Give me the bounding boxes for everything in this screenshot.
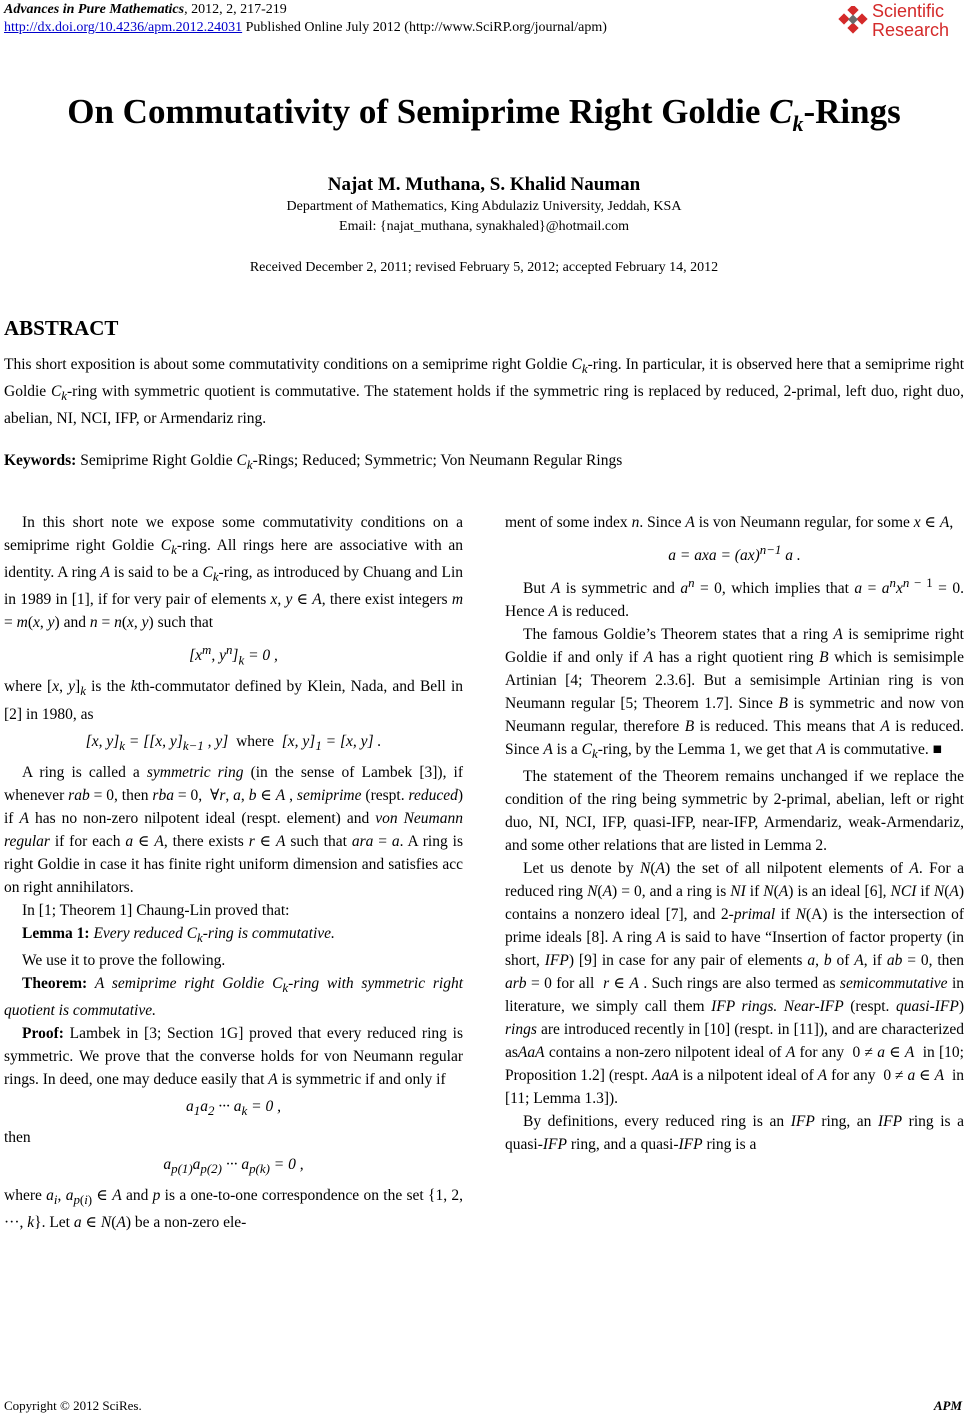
published-online: Published Online July 2012 (http://www.SciRP.org/journal/apm) <box>242 20 607 35</box>
paragraph: ment of some index n. Since A is von Neumann regular, for some x ∈ A, <box>505 514 954 531</box>
affiliation: Department of Mathematics, King Abdulaziz University, Jeddah, KSA <box>286 199 682 214</box>
scirp-logo-icon <box>838 6 868 36</box>
paragraph: The statement of the Theorem remains unchanged if we replace the condition of the ring being symmetric by 2-primal, abelian, left or right duo, NI, NCI, IFP, quasi-IFP, near-IFP, Armendariz, weak-Armendariz, and some other relations that are listed in Lemma 2. <box>505 768 964 855</box>
paragraph: We use it to prove the following. <box>22 951 226 969</box>
received-dates: Received December 2, 2011; revised February 5, 2012; accepted February 14, 2012 <box>249 260 719 275</box>
paragraph: Let us denote by N(A) the set of all nilpotent elements of A. For a reduced ring N(A) = 0, and a ring is NI if N(A) is an ideal [6], NCI if N(A) contains a nonzero ideal [7], and 2-primal if N(A) is the intersection of prime ideals [8]. A ring A is said to have “Insertion of factor property (in short, IFP) [9] in case for any pair of elements a, b of A, if ab = 0, then arb = 0 for all r ∈ A . Such rings are also termed as semicommutative in literature, we simply call them IFP rings. Near-IFP (respt. quasi-IFP) rings are introduced recently in [10] (respt. in [11]), and are characterized asAaA contains a non-zero nilpotent ideal of A for any 0 ≠ a ∈ A in [10; Proposition 1.2] (respt. AaA is a nilpotent ideal of A for any 0 ≠ a ∈ A in [11; Lemma 1.3]). <box>505 860 965 1108</box>
doi-link[interactable]: http://dx.doi.org/10.4236/apm.2012.24031 <box>4 20 243 35</box>
paragraph: By definitions, every reduced ring is an IFP ring, an IFP ring is a quasi-IFP ring, and a quasi-IFP ring is a <box>505 1113 965 1154</box>
keywords-label: Keywords: <box>4 452 77 469</box>
equation: $a_{p(1)}a_{p(2)}$ ··· $a_{p(k)} = 0$ , <box>163 1155 304 1176</box>
journal-abbreviation: APM <box>933 1398 962 1413</box>
abstract-heading: ABSTRACT <box>4 316 119 340</box>
paragraph: In this short note we expose some commutativity conditions on a semiprime right Goldie $C_k$-ring. All rings here are associative with an identity. A ring A is said to be a $C_k$-ring, as introduced by Chuang and Lin in 1989 in [1], if for very pair of elements x, y ∈ A, there exist integers m = m(x, y) and n = n(x, y) such that <box>4 514 464 632</box>
scirp-logo-text <box>872 2 949 40</box>
authors: Najat M. Muthana, S. Khalid Nauman <box>327 174 641 195</box>
paper-title: On Commutativity of Semiprime Right Goldie $C_k$-Rings <box>67 92 901 136</box>
body-right-column <box>505 511 964 1156</box>
volume-pages: , 2012, 2, 217-219 <box>184 2 287 17</box>
equation: [$x^m$, $y^n]_k = 0$ , <box>189 642 278 668</box>
journal-citation <box>4 2 287 18</box>
equation: a = axa = (ax)$^{n-1}$ a . <box>668 542 801 565</box>
email: Email: {najat_muthana, synakhaled}@hotmail.com <box>339 219 629 234</box>
doi-line <box>4 20 607 36</box>
logo-line-1: Scientific <box>872 1 945 21</box>
scirp-logo <box>838 2 962 44</box>
copyright: Copyright © 2012 SciRes. <box>4 1398 142 1413</box>
equation: $a_1a_2$ ··· $a_k = 0$ , <box>186 1097 281 1118</box>
paragraph: where $a_i$, $a_{p(i)}$ ∈ A and p is a one-to-one correspondence on the set {1, 2, ···, k}. Let a ∈ N(A) be a non-zero ele- <box>4 1187 463 1232</box>
paragraph: where [x, $y]_k$ is the kth-commutator defined by Klein, Nada, and Bell in [2] in 1980, as <box>4 678 464 723</box>
abstract-text: This short exposition is about some commutativity conditions on a semiprime right Goldie $C_k$-ring. In particular, it is observed here that a semiprime right Goldie $C_k$-ring with symmetric quotient is commutative. The statement holds if the symmetric ring is replaced by reduced, 2-primal, left duo, right duo, abelian, NI, NCI, IFP, or Armendariz ring. <box>4 356 965 428</box>
keywords: Keywords: Semiprime Right Goldie $C_k$-Rings; Reduced; Symmetric; Von Neumann Regular Rings <box>4 452 623 473</box>
paragraph: A ring is called a symmetric ring (in the sense of Lambek [3]), if whenever rab = 0, then rba = 0, ∀r, a, b ∈ A , semiprime (respt. reduced) if A has no non-zero nilpotent ideal (respt. element) and von Neumann regular if for each a ∈ A, there exists r ∈ A such that ara = a. A ring is right Goldie in case it has finite right uniform dimension and satisfies acc on right annihilators. <box>4 763 464 896</box>
journal-name: Advances in Pure Mathematics <box>4 2 185 17</box>
proof: Proof: Lambek in [3; Section 1G] proved that every reduced ring is symmetric. We prove that the converse holds for von Neumann regular rings. In deed, one may deduce easily that A is symmetric if and only if <box>4 1024 463 1088</box>
paragraph: But A is symmetric and $a^n = 0$, which implies that $a = a^nx^{n - 1} = 0$. Hence A is reduced. <box>505 575 964 621</box>
theorem: Theorem: A semiprime right Goldie $C_k$-ring with symmetric right quotient is commutative. <box>4 974 463 1019</box>
body-left-column <box>4 511 463 1234</box>
paragraph: The famous Goldie’s Theorem states that a ring A is semiprime right Goldie if and only if A has a right quotient ring B which is semisimple Artinian [4; Theorem 2.3.6]. But a semisimple Artinian ring is von Neumann regular [5; Theorem 1.7]. Since B is symmetric and now von Neumann regular, therefore B is reduced. This means that A is reduced. Since A is a $C_k$-ring, by the Lemma 1, we get that A is commutative. ■ <box>505 626 964 762</box>
lemma-1: Lemma 1: Every reduced $C_k$-ring is commutative. <box>22 924 335 945</box>
paragraph: In [1; Theorem 1] Chaung-Lin proved that: <box>22 901 290 919</box>
paragraph: then <box>4 1128 31 1146</box>
logo-line-2: Research <box>872 20 950 40</box>
equation: [x, $y]_k = [[x$, $y]_{k-1}$ , y] where [x, $y]_1 = [x$, y] . <box>85 732 382 753</box>
